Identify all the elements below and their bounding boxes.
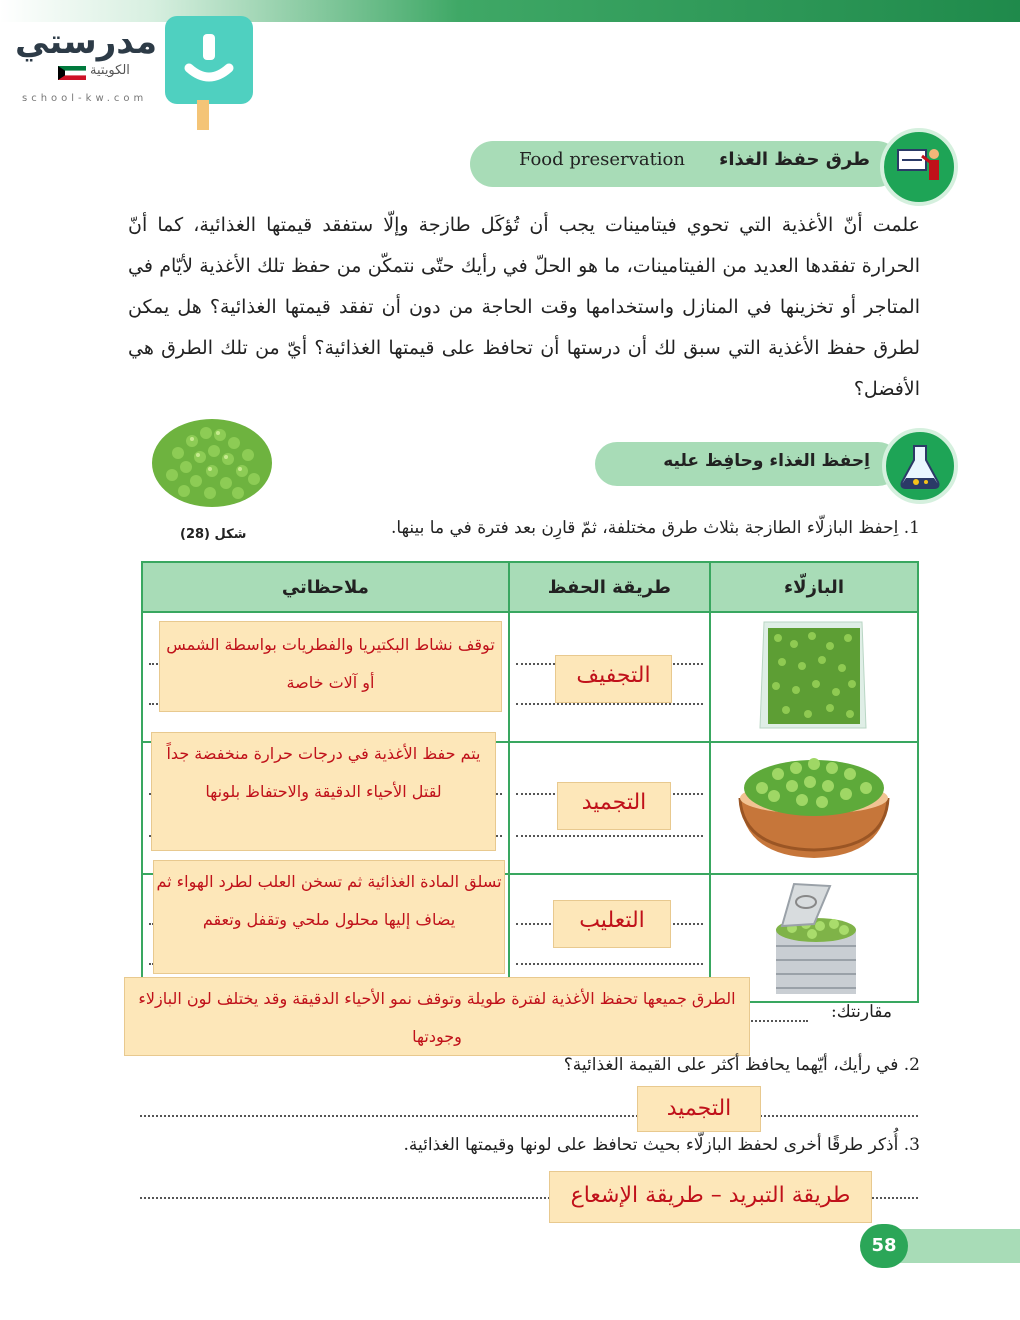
activity-title: اِحفظ الغذاء وحافِظ عليه [663, 451, 870, 471]
table-header-row [142, 562, 918, 612]
activity-icon-circle [882, 428, 958, 504]
method-answer-1: التجفيف [555, 655, 672, 703]
comparison-label: مقارنتك: [830, 1002, 892, 1022]
header-method: طريقة الحفظ [509, 562, 710, 612]
flask-icon [886, 432, 954, 500]
header-notes: ملاحظاتي [142, 562, 509, 612]
page-number: 58 [860, 1224, 908, 1268]
peas-pile-image [148, 405, 276, 513]
notes-answer-2: يتم حفظ الأغذية في درجات حرارة منخفضة جداً لقتل الأحياء الدقيقة والاحتفاظ بلونها [151, 732, 496, 851]
top-gradient-bar [0, 0, 1020, 22]
comparison-answer: الطرق جميعها تحفظ الأغذية لفترة طويلة وتوقف نمو الأحياء الدقيقة وقد يختلف لون البازلاء وجودتها [124, 977, 750, 1056]
logo-name: مدرستي [15, 22, 157, 62]
logo-stick [197, 100, 209, 130]
question-1: 1. اِحفظ البازلّاء الطازجة بثلاث طرق مختلفة، ثمّ قارِن بعد فترة في ما بينها. [390, 518, 920, 538]
logo-url: school-kw.com [22, 93, 148, 104]
comparison-dotline [748, 1020, 808, 1022]
notes-answer-3: تسلق المادة الغذائية ثم تسخن العلب لطرد الهواء ثم يضاف إليها محلول ملحي وتقفل وتعقم [153, 860, 505, 974]
section-title-en: Food preservation [518, 149, 685, 170]
notes-answer-1: توقف نشاط البكتيريا والفطريات بواسطة الشمس أو آلات خاصة [159, 621, 502, 712]
figure-caption: شكل (28) [180, 527, 247, 542]
question-2: 2. في رأيك، أيّهما يحافظ أكثر على القيمة الغذائية؟ [563, 1055, 920, 1075]
method-answer-2: التجميد [557, 782, 671, 830]
kuwait-flag-icon [58, 66, 86, 80]
teacher-board-icon [884, 132, 954, 202]
logo-subtitle: الكويتية [90, 63, 130, 78]
section-title-ar: طرق حفظ الغذاء [719, 149, 870, 170]
smile-logo-icon [165, 16, 253, 104]
image-cell [710, 612, 918, 742]
q3-answer: طريقة التبريد – طريقة الإشعاع [549, 1171, 872, 1223]
q2-answer: التجميد [637, 1086, 761, 1132]
intro-paragraph: علمت أنّ الأغذية التي تحوي فيتامينات يجب أن تُؤكَل طازجة وإلّا ستفقد قيمتها الغذائية، كما أنّ الحرارة تفقدها العديد من الفيتامينات، ما هو الحلّ في رأيك حتّى نتمكّن من حفظ تلك الأغذية لأيّام في المتاجر أو تخزينها في المنازل واستخدامها وقت الحاجة من دون أن تفقد قيمتها الغذائية؟ هل يمكن لطرق حفظ الأغذية التي سبق لك أن درستها أن تحافظ على قيمتها الغذائية؟ أيّ من تلك الطرق هي الأفضل؟ [128, 214, 920, 400]
section-icon-circle [880, 128, 958, 206]
page-number-bar [892, 1229, 1020, 1263]
header-item: البازلّاء [710, 562, 918, 612]
frozen-peas-bag-image [712, 614, 916, 736]
question-3: 3. أُذكر طرقًا أخرى لحفظ البازلّاء بحيث تحافظ على لونها وقيمتها الغذائية. [403, 1135, 920, 1155]
peas-bowl-image [712, 744, 916, 868]
image-cell [710, 742, 918, 874]
logo-mark [165, 16, 253, 104]
q2-dotline [140, 1115, 918, 1117]
method-answer-3: التعليب [553, 900, 671, 948]
